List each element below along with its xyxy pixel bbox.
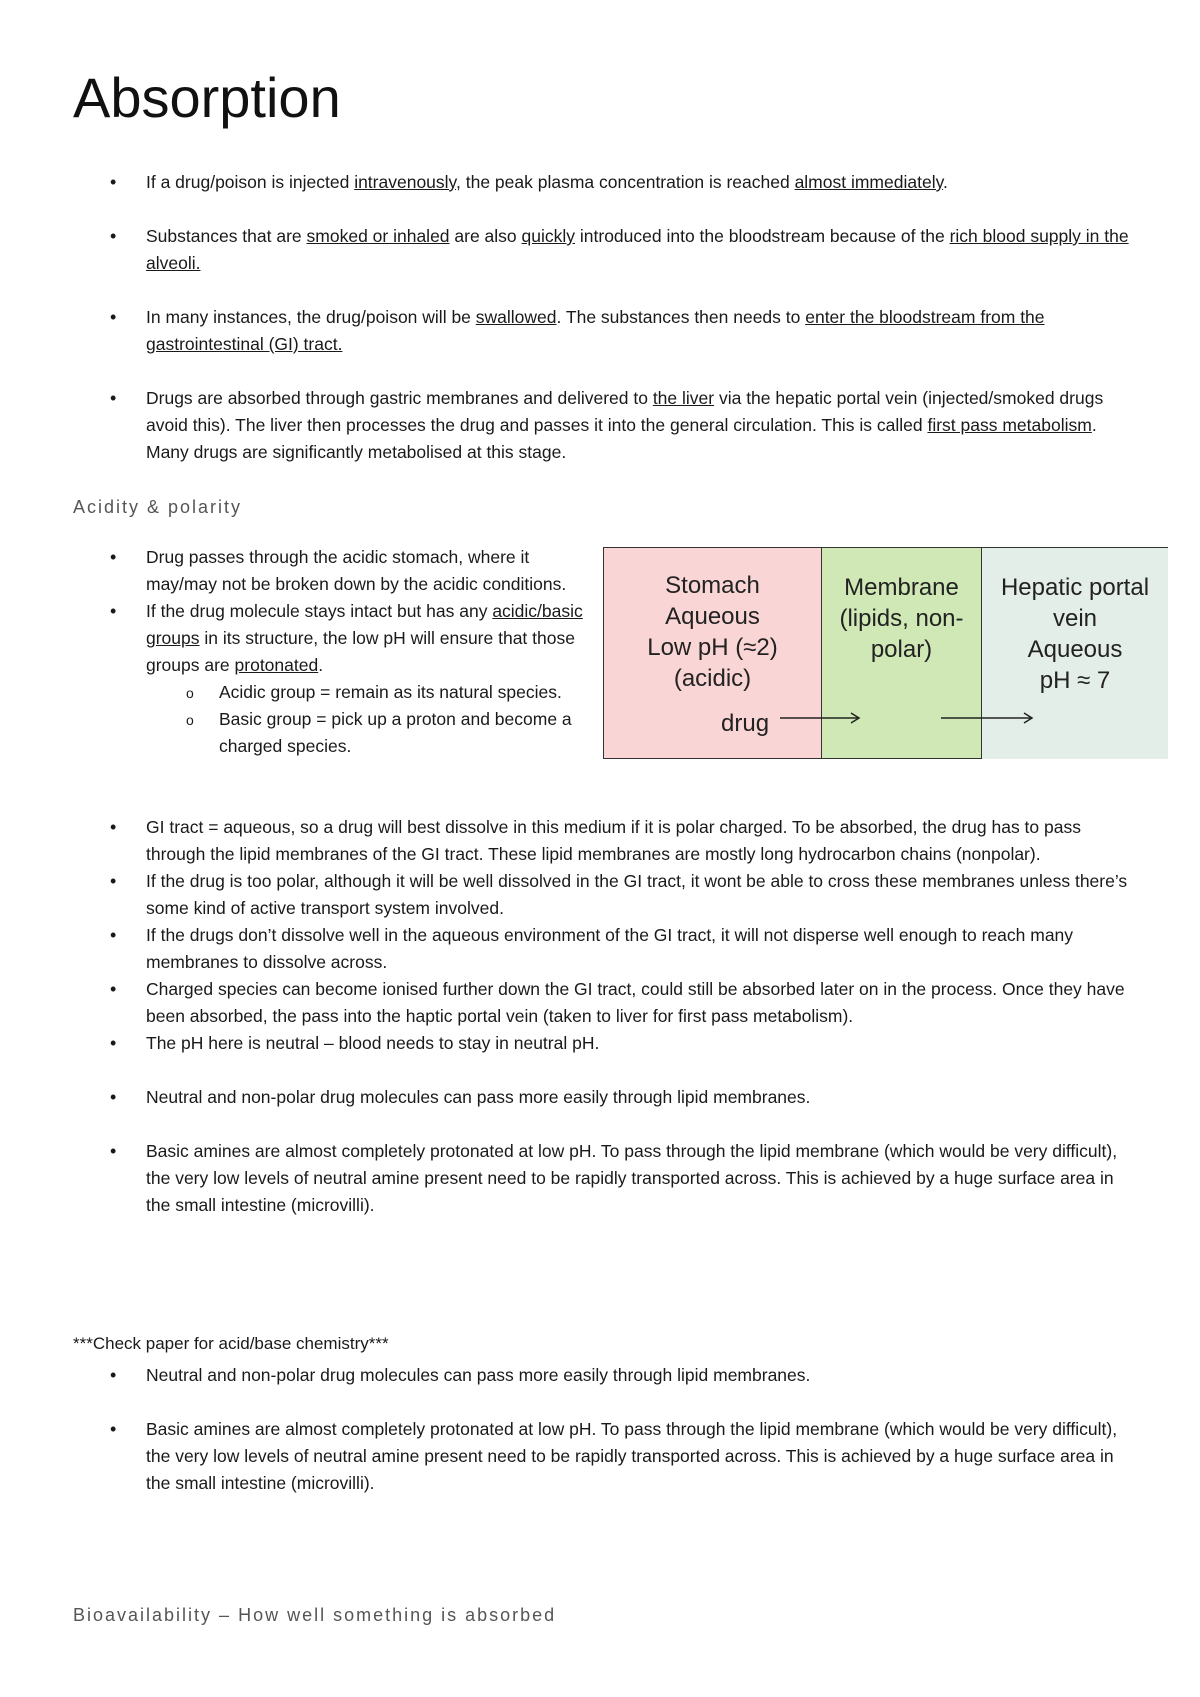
list-item: [73, 223, 1133, 277]
stomach-label: Aqueous: [665, 603, 760, 630]
membrane-label: Membrane: [844, 574, 959, 601]
list-item: [73, 1416, 1138, 1497]
bullet-text: In many instances, the drug/poison will be swallowed. The substances then needs to enter the bloodstream from the gastrointestinal (GI) tract.: [146, 307, 1045, 354]
drug-label: drug: [721, 710, 770, 737]
list-item: [73, 922, 1138, 976]
check-paper-note: ***Check paper for acid/base chemistry***: [73, 1334, 389, 1353]
membrane-label: (lipids, non-: [839, 605, 964, 632]
bullet-marker: •: [110, 172, 117, 192]
bullet-text: Neutral and non-polar drug molecules can pass more easily through lipid membranes.: [146, 1087, 811, 1107]
list-item: [73, 814, 1138, 868]
sub-bullet-marker: o: [186, 712, 194, 728]
sub-bullet-text: Acidic group = remain as its natural species.: [219, 682, 562, 702]
bullet-text: If a drug/poison is injected intravenously, the peak plasma concentration is reached almost immediately.: [146, 172, 948, 192]
sub-bullet-list: [146, 679, 583, 760]
bullet-text: If the drug is too polar, although it will be well dissolved in the GI tract, it wont be able to cross these membranes unless there’s some kind of active transport system involved.: [146, 871, 1128, 918]
list-spacer: [73, 1111, 1138, 1138]
bullet-text: Drug passes through the acidic stomach, where it may/may not be broken down by the acidic conditions.: [146, 547, 567, 594]
arrow-icon: [780, 713, 859, 723]
underlined-term: protonated: [234, 655, 319, 675]
stomach-label: Low pH (≈2): [647, 634, 778, 661]
final-bullet-list: [73, 1362, 1138, 1497]
bullet-marker: •: [110, 1087, 117, 1107]
list-spacer: [73, 196, 1133, 223]
bullet-marker: •: [110, 1141, 117, 1161]
bullet-marker: •: [110, 925, 117, 945]
underlined-term: smoked or inhaled: [306, 226, 450, 246]
sub-list-item: [146, 706, 583, 760]
list-item: [73, 1362, 1138, 1389]
list-item: [73, 1138, 1138, 1219]
absorption-diagram: [603, 547, 1168, 759]
bullet-text: Basic amines are almost completely protonated at low pH. To pass through the lipid membrane (which would be very difficult), the very low levels of neutral amine present need to be rapidly transported across. This is achieved by a huge surface area in the small intestine (microvilli).: [146, 1141, 1118, 1215]
underlined-term: first pass metabolism: [927, 415, 1092, 435]
list-item: [73, 385, 1133, 466]
acidity-bullet-list-continued: [73, 814, 1138, 1219]
list-spacer: [73, 277, 1133, 304]
section-heading-acidity: Acidity & polarity: [73, 497, 243, 517]
bullet-text: If the drugs don’t dissolve well in the aqueous environment of the GI tract, it will not disperse well enough to reach many membranes to dissolve across.: [146, 925, 1074, 972]
bullet-text: Drugs are absorbed through gastric membranes and delivered to the liver via the hepatic portal vein (injected/smoked drugs avoid this). The liver then processes the drug and passes it into the general circulation. This is called first pass metabolism. Many drugs are significantly metabolised at this stage.: [146, 388, 1104, 462]
sub-list-item: [146, 679, 583, 706]
underlined-term: enter the bloodstream from the gastrointestinal (GI) tract.: [146, 307, 1045, 354]
footer-heading: Bioavailability – How well something is absorbed: [73, 1605, 557, 1625]
list-item: [73, 544, 583, 598]
intro-bullet-list: [73, 169, 1133, 466]
underlined-term: quickly: [521, 226, 576, 246]
list-item: [73, 976, 1138, 1030]
arrow-icon: [941, 713, 1032, 723]
underlined-term: swallowed: [475, 307, 557, 327]
stomach-label: (acidic): [673, 665, 752, 692]
underlined-term: almost immediately: [794, 172, 944, 192]
bullet-marker: •: [110, 1033, 117, 1053]
bullet-marker: •: [110, 601, 117, 621]
underlined-term: acidic/basic groups: [146, 601, 583, 648]
bullet-marker: •: [110, 547, 117, 567]
bullet-text: GI tract = aqueous, so a drug will best dissolve in this medium if it is polar charged. To be absorbed, the drug has to pass through the lipid membranes of the GI tract. These lipid membranes are mostly long hydrocarbon chains (nonpolar).: [146, 817, 1081, 864]
bullet-marker: •: [110, 871, 117, 891]
diagram-arrows: [603, 547, 1168, 759]
list-item: [73, 598, 583, 760]
underlined-term: rich blood supply in the alveoli.: [146, 226, 1129, 273]
list-spacer: [73, 1057, 1138, 1084]
bullet-text: If the drug molecule stays intact but has any acidic/basic groups in its structure, the low pH will ensure that those groups are protonated.: [146, 601, 583, 675]
bullet-text: Basic amines are almost completely protonated at low pH. To pass through the lipid membrane (which would be very difficult), the very low levels of neutral amine present need to be rapidly transported across. This is achieved by a huge surface area in the small intestine (microvilli).: [146, 1419, 1118, 1493]
bullet-text: Charged species can become ionised further down the GI tract, could still be absorbed later on in the process. Once they have been absorbed, the pass into the haptic portal vein (taken to liver for first pass metabolism).: [146, 979, 1125, 1026]
list-item: [73, 304, 1133, 358]
hepatic-label: Hepatic portal: [1000, 574, 1150, 601]
hepatic-label: Aqueous: [1027, 636, 1123, 663]
list-item: [73, 868, 1138, 922]
underlined-term: intravenously: [354, 172, 457, 192]
bullet-text: Neutral and non-polar drug molecules can pass more easily through lipid membranes.: [146, 1365, 811, 1385]
stomach-label: Stomach: [665, 572, 760, 599]
bullet-marker: •: [110, 817, 117, 837]
sub-bullet-text: Basic group = pick up a proton and become a charged species.: [219, 709, 572, 756]
bullet-marker: •: [110, 388, 117, 408]
list-item: [73, 1084, 1138, 1111]
bullet-marker: •: [110, 1365, 117, 1385]
bullet-text: Substances that are smoked or inhaled are also quickly introduced into the bloodstream because of the rich blood supply in the alveoli.: [146, 226, 1129, 273]
bullet-text: The pH here is neutral – blood needs to stay in neutral pH.: [146, 1033, 600, 1053]
list-item: [73, 1030, 1138, 1057]
membrane-label: polar): [870, 636, 933, 663]
underlined-term: the liver: [652, 388, 715, 408]
page-title: Absorption: [73, 66, 341, 129]
hepatic-label: pH ≈ 7: [1039, 667, 1111, 694]
bullet-marker: •: [110, 226, 117, 246]
bullet-marker: •: [110, 307, 117, 327]
bullet-marker: •: [110, 979, 117, 999]
hepatic-label: vein: [1052, 605, 1098, 632]
list-spacer: [73, 358, 1133, 385]
list-item: [73, 169, 1133, 196]
acidity-bullet-list: [73, 544, 583, 760]
list-spacer: [73, 1389, 1138, 1416]
bullet-marker: •: [110, 1419, 117, 1439]
sub-bullet-marker: o: [186, 685, 194, 701]
